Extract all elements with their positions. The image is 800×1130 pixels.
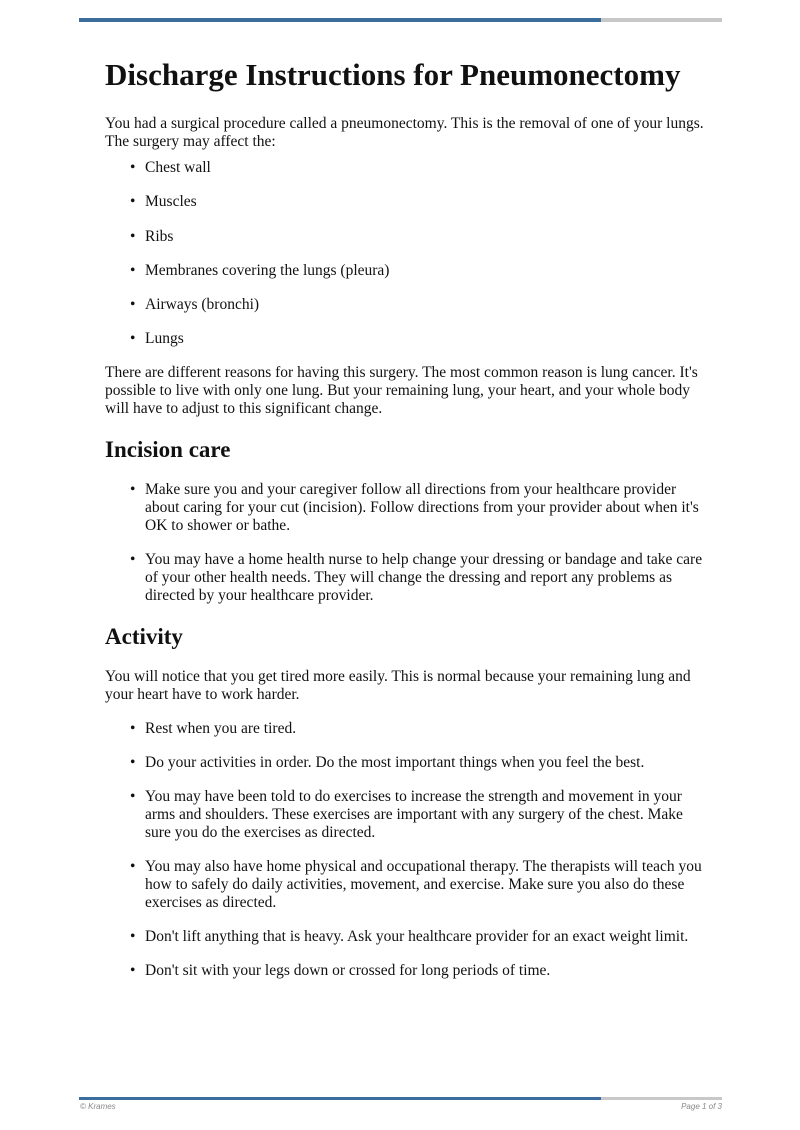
list-item: • Muscles	[130, 193, 197, 211]
bullet-icon: •	[130, 481, 136, 499]
activity-list	[105, 720, 705, 980]
list-item: • Lungs	[130, 330, 184, 348]
list-item: • Rest when you are tired.	[130, 720, 297, 738]
list-item: • Ribs	[130, 227, 174, 245]
header-progress-bar	[79, 18, 722, 22]
bullet-icon: •	[130, 330, 136, 348]
document-title: Discharge Instructions for Pneumonectomy	[105, 57, 681, 92]
footer-progress-bar	[79, 1097, 722, 1100]
bullet-icon: •	[130, 261, 136, 279]
affected-parts-list	[105, 159, 705, 348]
bullet-icon: •	[130, 962, 136, 980]
activity-intro-paragraph: You will notice that you get tired more easily. This is normal because your remaining lung and your heart have to work harder.	[105, 668, 691, 704]
bullet-icon: •	[130, 193, 136, 211]
bullet-icon: •	[130, 227, 136, 245]
list-item: • You may have been told to do exercises to increase the strength and movement in your arms and shoulders. These exercises are important with any surgery of the chest. Make sure you do the exercises as directed.	[130, 788, 683, 842]
section-heading-incision-care: Incision care	[105, 437, 231, 463]
incision-care-list	[105, 481, 705, 605]
footer-progress-fill	[79, 1097, 601, 1100]
footer-copyright: © Krames	[80, 1102, 116, 1111]
bullet-icon: •	[130, 296, 136, 314]
bullet-icon: •	[130, 788, 136, 806]
list-item: • Membranes covering the lungs (pleura)	[130, 261, 390, 279]
header-progress-fill	[79, 18, 601, 22]
list-item: • You may also have home physical and occupational therapy. The therapists will teach you how to safely do daily activities, movement, and exercise. Make sure you also do these exercises as directed.	[130, 858, 702, 912]
bullet-icon: •	[130, 159, 136, 176]
reasons-paragraph: There are different reasons for having this surgery. The most common reason is lung cancer. It's possible to live with only one lung. But your remaining lung, your heart, and your whole body will have to adjust to this significant change.	[105, 364, 698, 418]
intro-paragraph: You had a surgical procedure called a pneumonectomy. This is the removal of one of your lungs. The surgery may affect the:	[105, 115, 704, 150]
bullet-icon: •	[130, 551, 136, 569]
list-item: • You may have a home health nurse to help change your dressing or bandage and take care of your other health needs. They will change the dressing and report any problems as directed by your healthcare provider.	[130, 551, 703, 605]
list-item: • Don't sit with your legs down or crossed for long periods of time.	[130, 962, 551, 980]
footer-page-indicator: Page 1 of 3	[681, 1102, 722, 1111]
bullet-icon: •	[130, 928, 136, 946]
list-item: • Airways (bronchi)	[130, 296, 260, 314]
bullet-icon: •	[130, 754, 136, 772]
list-item: • Don't lift anything that is heavy. Ask your healthcare provider for an exact weight limit.	[130, 928, 689, 946]
document-body	[105, 56, 705, 996]
section-heading-activity: Activity	[105, 624, 183, 650]
list-item: • Do your activities in order. Do the most important things when you feel the best.	[130, 754, 645, 772]
list-item: • Chest wall	[130, 159, 211, 176]
list-item: • Make sure you and your caregiver follow all directions from your healthcare provider about caring for your cut (incision). Follow directions from your provider about when it's OK to shower or bathe.	[130, 481, 699, 535]
bullet-icon: •	[130, 720, 136, 738]
bullet-icon: •	[130, 858, 136, 876]
